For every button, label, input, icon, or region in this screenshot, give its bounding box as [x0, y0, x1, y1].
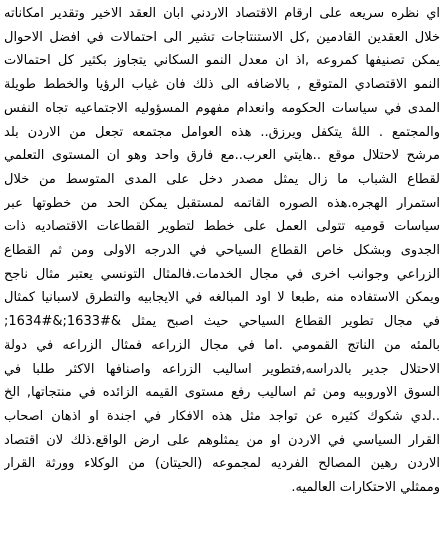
text-line: ويمكن الاستفاده منه ,طبعا لا اود المبالغه في الايجابيه والتطرق لاسبانيا كمثال — [4, 290, 440, 306]
text-line: مرشح لاحتلال موقع ..هايتي العرب..مع فارق واحد وهو ان المستوى التعلمي — [4, 148, 440, 164]
text-line: سياسات قوميه تتولى العمل على خطط لتطوير القطاعات الاقتصاديه ذات — [4, 219, 440, 235]
text-line: وممثلي الاحتكارات العالميه. — [291, 480, 440, 496]
text-line: يمكن تصنيفها كمروعه ,اذ ان معدل النمو السكاني يتجاوز بكثير كل احتمالات — [4, 53, 440, 69]
text-line: المدى في سياسات الحكومه وانعدام مفهوم المسؤوليه الاجتماعيه تجاه النفس — [4, 100, 440, 116]
text-line: النمو الاقتصادي المتوقع , بالاضافه الى ذلك فان غياب الرؤيا والخطط طويلة — [4, 77, 440, 93]
text-line: اي نظره سريعه على ارقام الاقتصاد الاردني ابان العقد الاخير وتقدير امكاناته — [4, 6, 440, 21]
text-line: الاحتلال جدير بالدراسه,فتطوير اساليب الزراعه واصنافها الاكثر طلبا في — [4, 361, 440, 377]
text-line: القرار السياسي في الاردن او من يمثلوهم على ارض الواقع.ذلك لان اقتصاد — [4, 432, 440, 448]
text-line: الجدوى وبشكل خاص القطاع السياحي في الدرجه الاولى ومن ثم القطاع — [4, 243, 440, 259]
text-line: خلال العقدين القادمين ,كل الاستنتاجات تشير الى احتمالات في افضل الاحوال — [4, 29, 440, 45]
text-line: استمرار الهجره.هذه الصوره القاتمه لمستقبل يمكن الحد من خطوتها عبر — [4, 195, 440, 211]
text-line: في مجال تطوير القطاع السياحي حيث اصبح يمثل &#1633;&#1634; — [4, 314, 440, 330]
text-line: ..لدي شكوك كثيره عن تواجد مثل هذه الافكار في اجندة او اذهان اصحاب — [4, 408, 440, 424]
text-line: بالمئه من الناتج القمومي .اما في مجال الزراعه فمثال الزراعه في دولة — [4, 337, 440, 353]
text-line: والمجتمع . اللهٔ يتكفل ويرزق.. هذه العوامل مجتمعه تجعل من الاردن بلد — [4, 124, 440, 140]
article-text — [4, 2, 440, 500]
text-line: لقطاع الشباب ما زال يمثل مصدر دخل على المدى المتوسط من خلال — [4, 171, 440, 187]
text-line: السوق الاوروبيه ومن ثم اساليب رفع مستوى القيمه الزائده في منتجاتها, الخ — [4, 385, 440, 401]
text-line: الاردن رهين المصالح الفرديه لمجموعه (الحيتان) من الوكلاء وورثة القرار — [4, 456, 440, 472]
text-line: الزراعي وجوانب اخرى في مجال الخدمات.فالمثال التونسي يعتبر مثال ناجح — [4, 266, 440, 282]
